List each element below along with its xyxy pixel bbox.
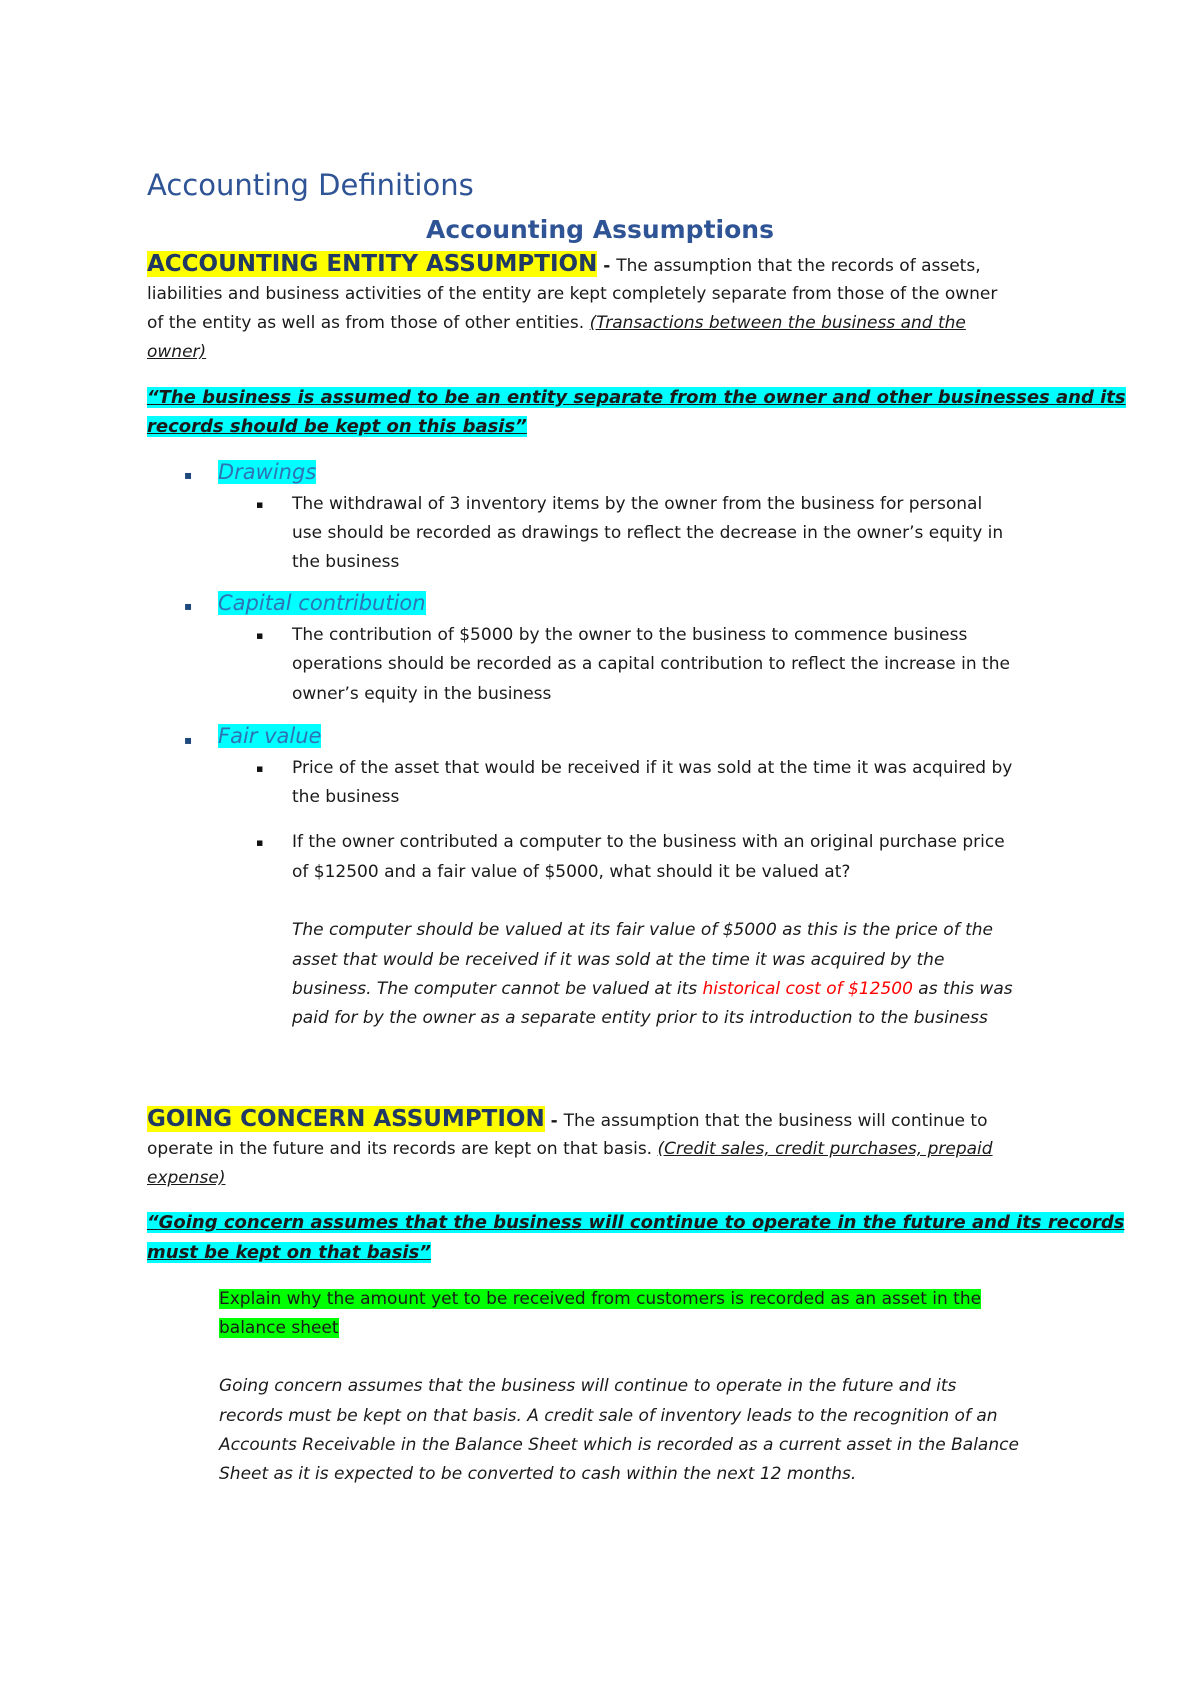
bullet-fair-value-icon: ▪ [184,733,193,747]
going-concern-quote-text-2: must be kept on that basis” [147,1242,431,1263]
entity-definition-line-3 [147,309,966,338]
fair-value-answer-3a: business. The computer cannot be valued at its [292,979,703,999]
fair-value-heading: Fair value [218,724,322,748]
entity-quote-line-1 [147,383,1126,413]
going-concern-answer-1: Going concern assumes that the business will continue to operate in the future and its [219,1376,957,1396]
going-concern-answer-3: Accounts Receivable in the Balance Sheet which is recorded as a current asset in the Balance [219,1435,1019,1455]
fair-value-question-2: of $12500 and a fair value of $5000, what should it be valued at? [292,862,851,882]
capital-text-3: owner’s equity in the business [292,684,552,704]
document-title: Accounting Definitions [147,168,474,202]
entity-dash: - [597,256,617,276]
going-concern-quote-line-1 [147,1208,1124,1238]
entity-example-link: (Transactions between the business and the [589,313,966,333]
going-concern-line-1 [147,1105,987,1136]
entity-definition-text-1: The assumption that the records of assets, [616,256,981,276]
entity-quote-text-2: records should be kept on this basis” [147,416,527,437]
entity-quote-line-2 [147,412,527,442]
bullet-drawings-item-icon: ▪ [256,498,264,511]
drawings-text-2: use should be recorded as drawings to reflect the decrease in the owner’s equity in [292,523,1004,543]
going-concern-line-2 [147,1135,993,1164]
fair-value-text-2: the business [292,787,400,807]
going-concern-example-link: (Credit sales, credit purchases, prepaid [657,1139,993,1159]
drawings-text-1: The withdrawal of 3 inventory items by the owner from the business for personal [292,494,983,514]
drawings-text-3: the business [292,552,400,572]
entity-example-link-cont: owner) [147,342,207,362]
going-concern-answer-2: records must be kept on that basis. A credit sale of inventory leads to the recognition of an [219,1406,998,1426]
bullet-capital-item-icon: ▪ [256,629,264,642]
entity-definition-line-4 [147,338,206,367]
bullet-drawings-icon: ▪ [184,468,193,482]
entity-heading: ACCOUNTING ENTITY ASSUMPTION [147,251,598,277]
going-concern-quote-text-1: “Going concern assumes that the business will continue to operate in the future and its records [147,1212,1125,1233]
going-concern-answer-4: Sheet as it is expected to be converted to cash within the next 12 months. [219,1464,857,1484]
going-concern-text-2: operate in the future and its records are kept on that basis. [147,1139,658,1159]
fair-value-answer-3b: as this was [912,979,1013,999]
going-concern-text-1: The assumption that the business will continue to [563,1111,988,1131]
entity-definition-text-3: of the entity as well as from those of other entities. [147,313,590,333]
bullet-capital-icon: ▪ [184,599,193,613]
fair-value-answer-2: asset that would be received if it was sold at the time it was acquired by the [292,950,945,970]
going-concern-dash: - [544,1111,564,1131]
going-concern-example-link-cont: expense) [147,1168,226,1188]
bullet-fair-value-item2-icon: ▪ [256,836,264,849]
drawings-heading: Drawings [218,460,317,484]
going-concern-heading: GOING CONCERN ASSUMPTION [147,1106,545,1132]
capital-text-2: operations should be recorded as a capital contribution to reflect the increase in the [292,654,1010,674]
fair-value-answer-1: The computer should be valued at its fair value of $5000 as this is the price of the [292,920,993,940]
entity-definition-line-2: liabilities and business activities of the entity are kept completely separate from those of the owner [147,284,998,304]
fair-value-question-1: If the owner contributed a computer to the business with an original purchase price [292,832,1005,852]
going-concern-line-3 [147,1164,226,1193]
historical-cost-emphasis: historical cost of $12500 [702,979,913,999]
fair-value-text-1: Price of the asset that would be received if it was sold at the time it was acquired by [292,758,1013,778]
fair-value-answer-3 [292,975,1013,1004]
capital-text-1: The contribution of $5000 by the owner to the business to commence business [292,625,968,645]
bullet-fair-value-item1-icon: ▪ [256,762,264,775]
going-concern-question-text-1: Explain why the amount yet to be received from customers is recorded as an asset in the [219,1289,982,1309]
going-concern-question-2 [219,1314,339,1343]
section-title: Accounting Assumptions [426,215,774,244]
going-concern-quote-line-2 [147,1238,431,1268]
capital-heading: Capital contribution [218,591,426,615]
going-concern-question-1 [219,1285,981,1314]
going-concern-question-text-2: balance sheet [219,1318,339,1338]
entity-quote-text-1: “The business is assumed to be an entity separate from the owner and other businesses and its [147,387,1126,408]
entity-definition-line-1 [147,250,981,281]
fair-value-answer-4: paid for by the owner as a separate entity prior to its introduction to the business [292,1008,988,1028]
